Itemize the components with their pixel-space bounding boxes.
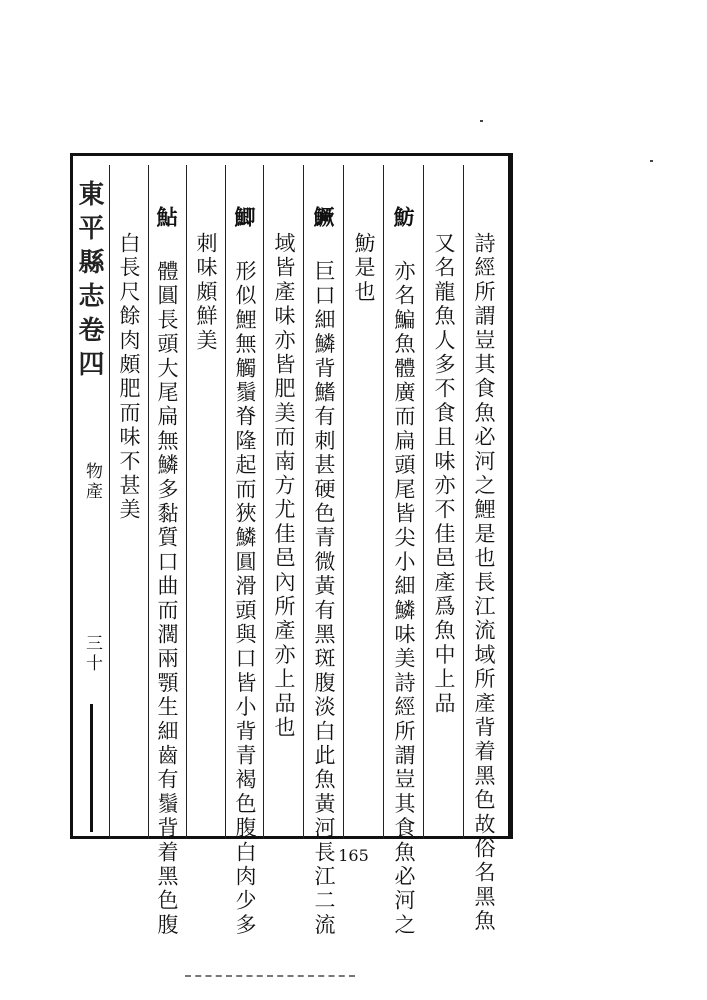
column-8-text: 刺味頗鮮美	[194, 232, 218, 353]
column-2-text: 又名龍魚人多不食且味亦不佳邑產爲魚中上品	[432, 232, 456, 716]
spine-separator	[109, 165, 110, 839]
scan-speck	[480, 120, 483, 122]
leaf-number: 三十	[82, 634, 102, 674]
entry-heading-nian: 鮎	[154, 206, 179, 231]
column-5-text: 巨口細鱗背鰭有刺甚硬色青微黃有黑斑腹淡白此魚黃河長江二流	[312, 260, 336, 938]
column-7-text: 形似鯉無觸鬚脊隆起而狹鱗圓滑頭與口皆小背青褐色腹白肉少多	[233, 260, 257, 938]
page-number: 165	[338, 846, 369, 865]
section-label: 物產	[82, 462, 102, 502]
book-title: 東平縣志卷四	[74, 180, 104, 384]
column-rule	[343, 165, 344, 839]
column-rule	[303, 165, 304, 839]
scan-artifact	[185, 975, 355, 977]
column-rule	[423, 165, 424, 839]
spine-rule	[90, 704, 93, 832]
column-rule	[148, 165, 149, 839]
scan-speck	[650, 160, 653, 162]
column-rule	[186, 165, 187, 839]
column-rule	[383, 165, 384, 839]
column-rule	[463, 165, 464, 839]
entry-heading-ji: 鯽	[232, 206, 257, 231]
column-3-text: 亦名鯿魚體廣而扁頭尾皆尖小細鱗味美詩經所謂豈其食魚必河之	[392, 260, 416, 938]
entry-heading-fang: 魴	[391, 206, 416, 231]
column-rule	[263, 165, 264, 839]
entry-heading-gui: 鱖	[311, 206, 336, 231]
column-6-text: 域皆產味亦皆肥美而南方尤佳邑內所產亦上品也	[272, 232, 296, 741]
column-4-text: 魴是也	[352, 232, 376, 305]
column-1-text: 詩經所謂豈其食魚必河之鯉是也長江流域所產背着黑色故俗名黑魚	[472, 232, 496, 934]
column-9-text: 體圓長頭大尾扁無鱗多黏質口曲而濶兩顎生細齒有鬚背着黑色腹	[155, 260, 179, 938]
column-10-text: 白長尺餘肉頗肥而味不甚美	[117, 232, 141, 523]
column-rule	[225, 165, 226, 839]
